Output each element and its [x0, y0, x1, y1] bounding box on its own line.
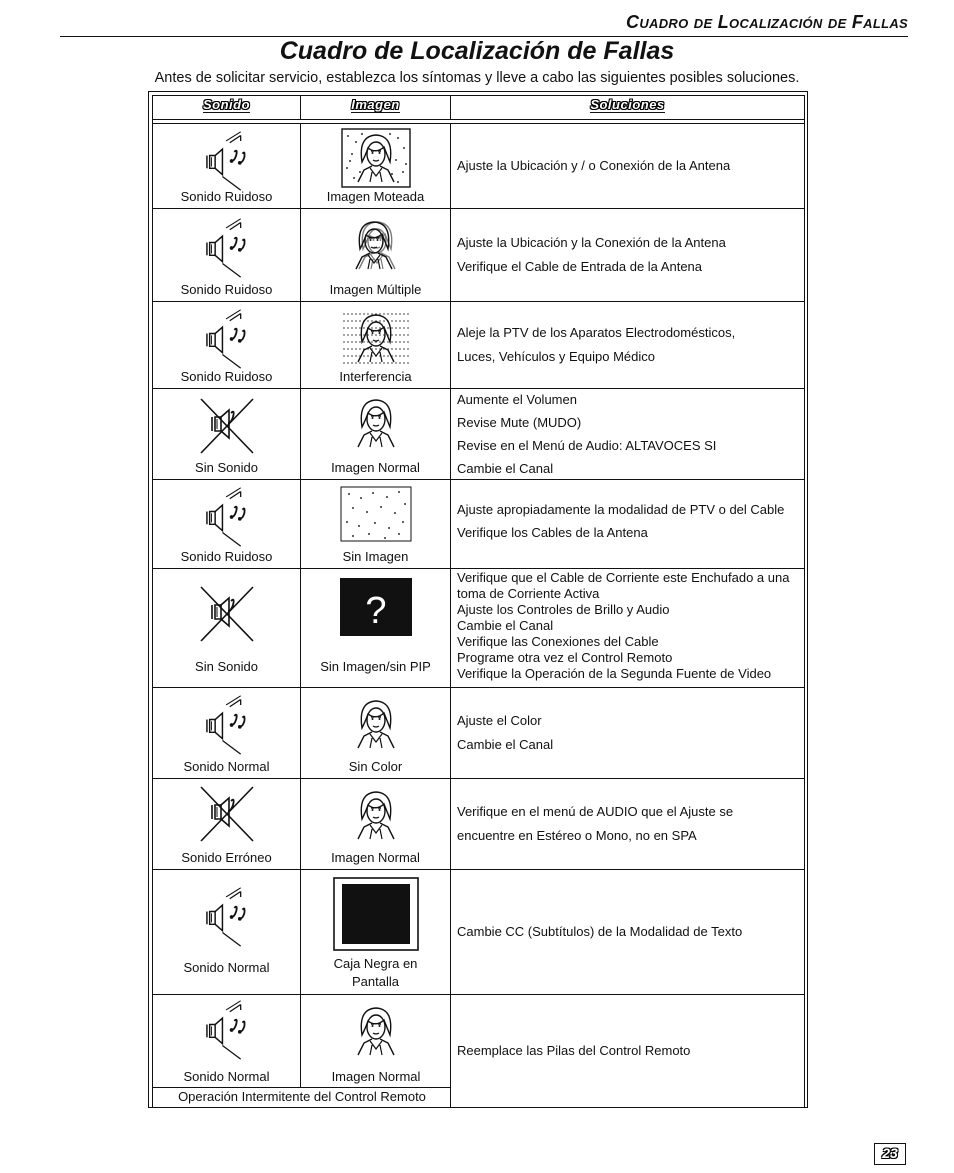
sound-symptom: Sonido Ruidoso	[180, 549, 273, 564]
table-row	[153, 389, 805, 480]
table-row	[153, 569, 805, 688]
image-symptom: Imagen Múltiple	[329, 282, 422, 297]
solution-line: Reemplace las Pilas del Control Remoto	[457, 1043, 691, 1058]
sound-symptom: Sonido Ruidoso	[180, 369, 273, 384]
solution-line: Revise en el Menú de Audio: ALTAVOCES SI	[457, 438, 717, 453]
column-header-sound-label: Sonido	[202, 97, 251, 112]
solution-line: Verifique que el Cable de Corriente este Enchufado a una toma de Corriente Activa	[457, 570, 790, 601]
question-mark-screen-icon	[339, 577, 413, 637]
running-header-title: Cuadro de Localización de Fallas	[626, 12, 908, 32]
no-picture-icon	[339, 486, 413, 542]
table-row	[153, 688, 805, 779]
image-symptom: Interferencia	[339, 369, 412, 384]
intro-text: Antes de solicitar servicio, establezca los síntomas y lleve a cabo las siguientes posibles soluciones.	[154, 70, 800, 86]
sound-symptom: Sonido Normal	[183, 960, 270, 975]
sound-symptom: Sonido Ruidoso	[180, 189, 273, 204]
sound-symptom: Sonido Normal	[183, 1069, 270, 1084]
image-symptom: Sin Imagen/sin PIP	[320, 659, 431, 674]
noisy-speaker-icon	[202, 999, 252, 1061]
page-number: 23	[874, 1143, 906, 1165]
muted-speaker-icon	[195, 783, 259, 847]
table-row	[153, 302, 805, 389]
solution-line: Cambie el Canal	[457, 461, 554, 476]
solution-line: Aumente el Volumen	[457, 392, 577, 407]
solution-line: Aleje la PTV de los Aparatos Electrodomésticos,	[457, 325, 736, 340]
black-box-screen-icon	[332, 876, 420, 952]
normal-picture-icon	[348, 1003, 404, 1059]
table-row	[153, 124, 805, 209]
table-row	[153, 995, 805, 1108]
solution-line: Ajuste el Color	[457, 713, 542, 728]
table-row	[153, 870, 805, 995]
image-symptom: Imagen Normal	[331, 1069, 421, 1084]
noisy-speaker-icon	[202, 308, 252, 370]
interference-picture-icon	[341, 308, 411, 366]
solution-line: encuentre en Estéreo o Mono, no en SPA	[457, 828, 697, 843]
svg-text:?: ?	[364, 590, 387, 632]
solution-line: Cambie CC (Subtítulos) de la Modalidad de Texto	[457, 924, 743, 939]
solution-line: Revise Mute (MUDO)	[457, 415, 582, 430]
solution-line: Cambie el Canal	[457, 618, 554, 633]
solution-line: Ajuste la Ubicación y la Conexión de la Antena	[457, 235, 726, 250]
footer-symptom: Operación Intermitente del Control Remoto	[153, 1087, 451, 1107]
column-header-image	[301, 96, 451, 120]
sound-symptom: Sonido Normal	[183, 759, 270, 774]
sound-symptom: Sin Sonido	[195, 460, 258, 475]
sound-symptom: Sonido Erróneo	[181, 850, 272, 865]
image-symptom: Sin Color	[348, 759, 403, 774]
normal-picture-icon	[348, 395, 404, 451]
normal-picture-icon	[348, 696, 404, 752]
solution-line: Programe otra vez el Control Remoto	[457, 650, 673, 665]
muted-speaker-icon	[195, 395, 259, 459]
noisy-speaker-icon	[202, 886, 252, 948]
solution-line: Verifique la Operación de la Segunda Fuente de Video	[457, 666, 772, 681]
solution-line: Luces, Vehículos y Equipo Médico	[457, 349, 656, 364]
column-header-sound	[153, 96, 301, 120]
snowy-picture-icon	[338, 128, 414, 188]
column-header-image-label: Imagen	[351, 97, 400, 112]
noisy-speaker-icon	[202, 130, 252, 192]
running-header	[60, 10, 908, 37]
troubleshooting-table	[152, 95, 805, 1108]
table-row	[153, 209, 805, 302]
solution-line: Verifique el Cable de Entrada de la Antena	[457, 259, 703, 274]
page-title: Cuadro de Localización de Fallas	[279, 37, 675, 65]
noisy-speaker-icon	[202, 694, 252, 756]
image-symptom: Imagen Normal	[331, 460, 420, 475]
image-symptom: Imagen Moteada	[326, 189, 425, 204]
solution-line: Ajuste la Ubicación y / o Conexión de la Antena	[457, 158, 731, 173]
solution-line: Verifique en el menú de AUDIO que el Ajuste se	[457, 804, 734, 819]
column-header-solutions	[451, 96, 805, 120]
image-symptom: Caja Negra en Pantalla	[333, 956, 418, 989]
table-row	[153, 779, 805, 870]
noisy-speaker-icon	[202, 217, 252, 279]
column-header-solutions-label: Soluciones	[590, 97, 665, 112]
solution-line: Ajuste los Controles de Brillo y Audio	[457, 602, 670, 617]
table-row	[153, 480, 805, 569]
solution-line: Ajuste apropiadamente la modalidad de PTV o del Cable	[457, 501, 785, 517]
noisy-speaker-icon	[202, 486, 252, 548]
ghost-picture-icon	[346, 217, 406, 273]
solution-line: Verifique las Conexiones del Cable	[457, 634, 659, 649]
solution-line: Cambie el Canal	[457, 737, 554, 752]
sound-symptom: Sin Sonido	[195, 659, 258, 674]
sound-symptom: Sonido Ruidoso	[180, 282, 273, 297]
solution-line: Verifique los Cables de la Antena	[457, 524, 648, 540]
image-symptom: Sin Imagen	[342, 549, 409, 564]
image-symptom: Imagen Normal	[331, 850, 420, 865]
muted-speaker-icon	[195, 583, 259, 647]
normal-picture-icon	[348, 787, 404, 843]
